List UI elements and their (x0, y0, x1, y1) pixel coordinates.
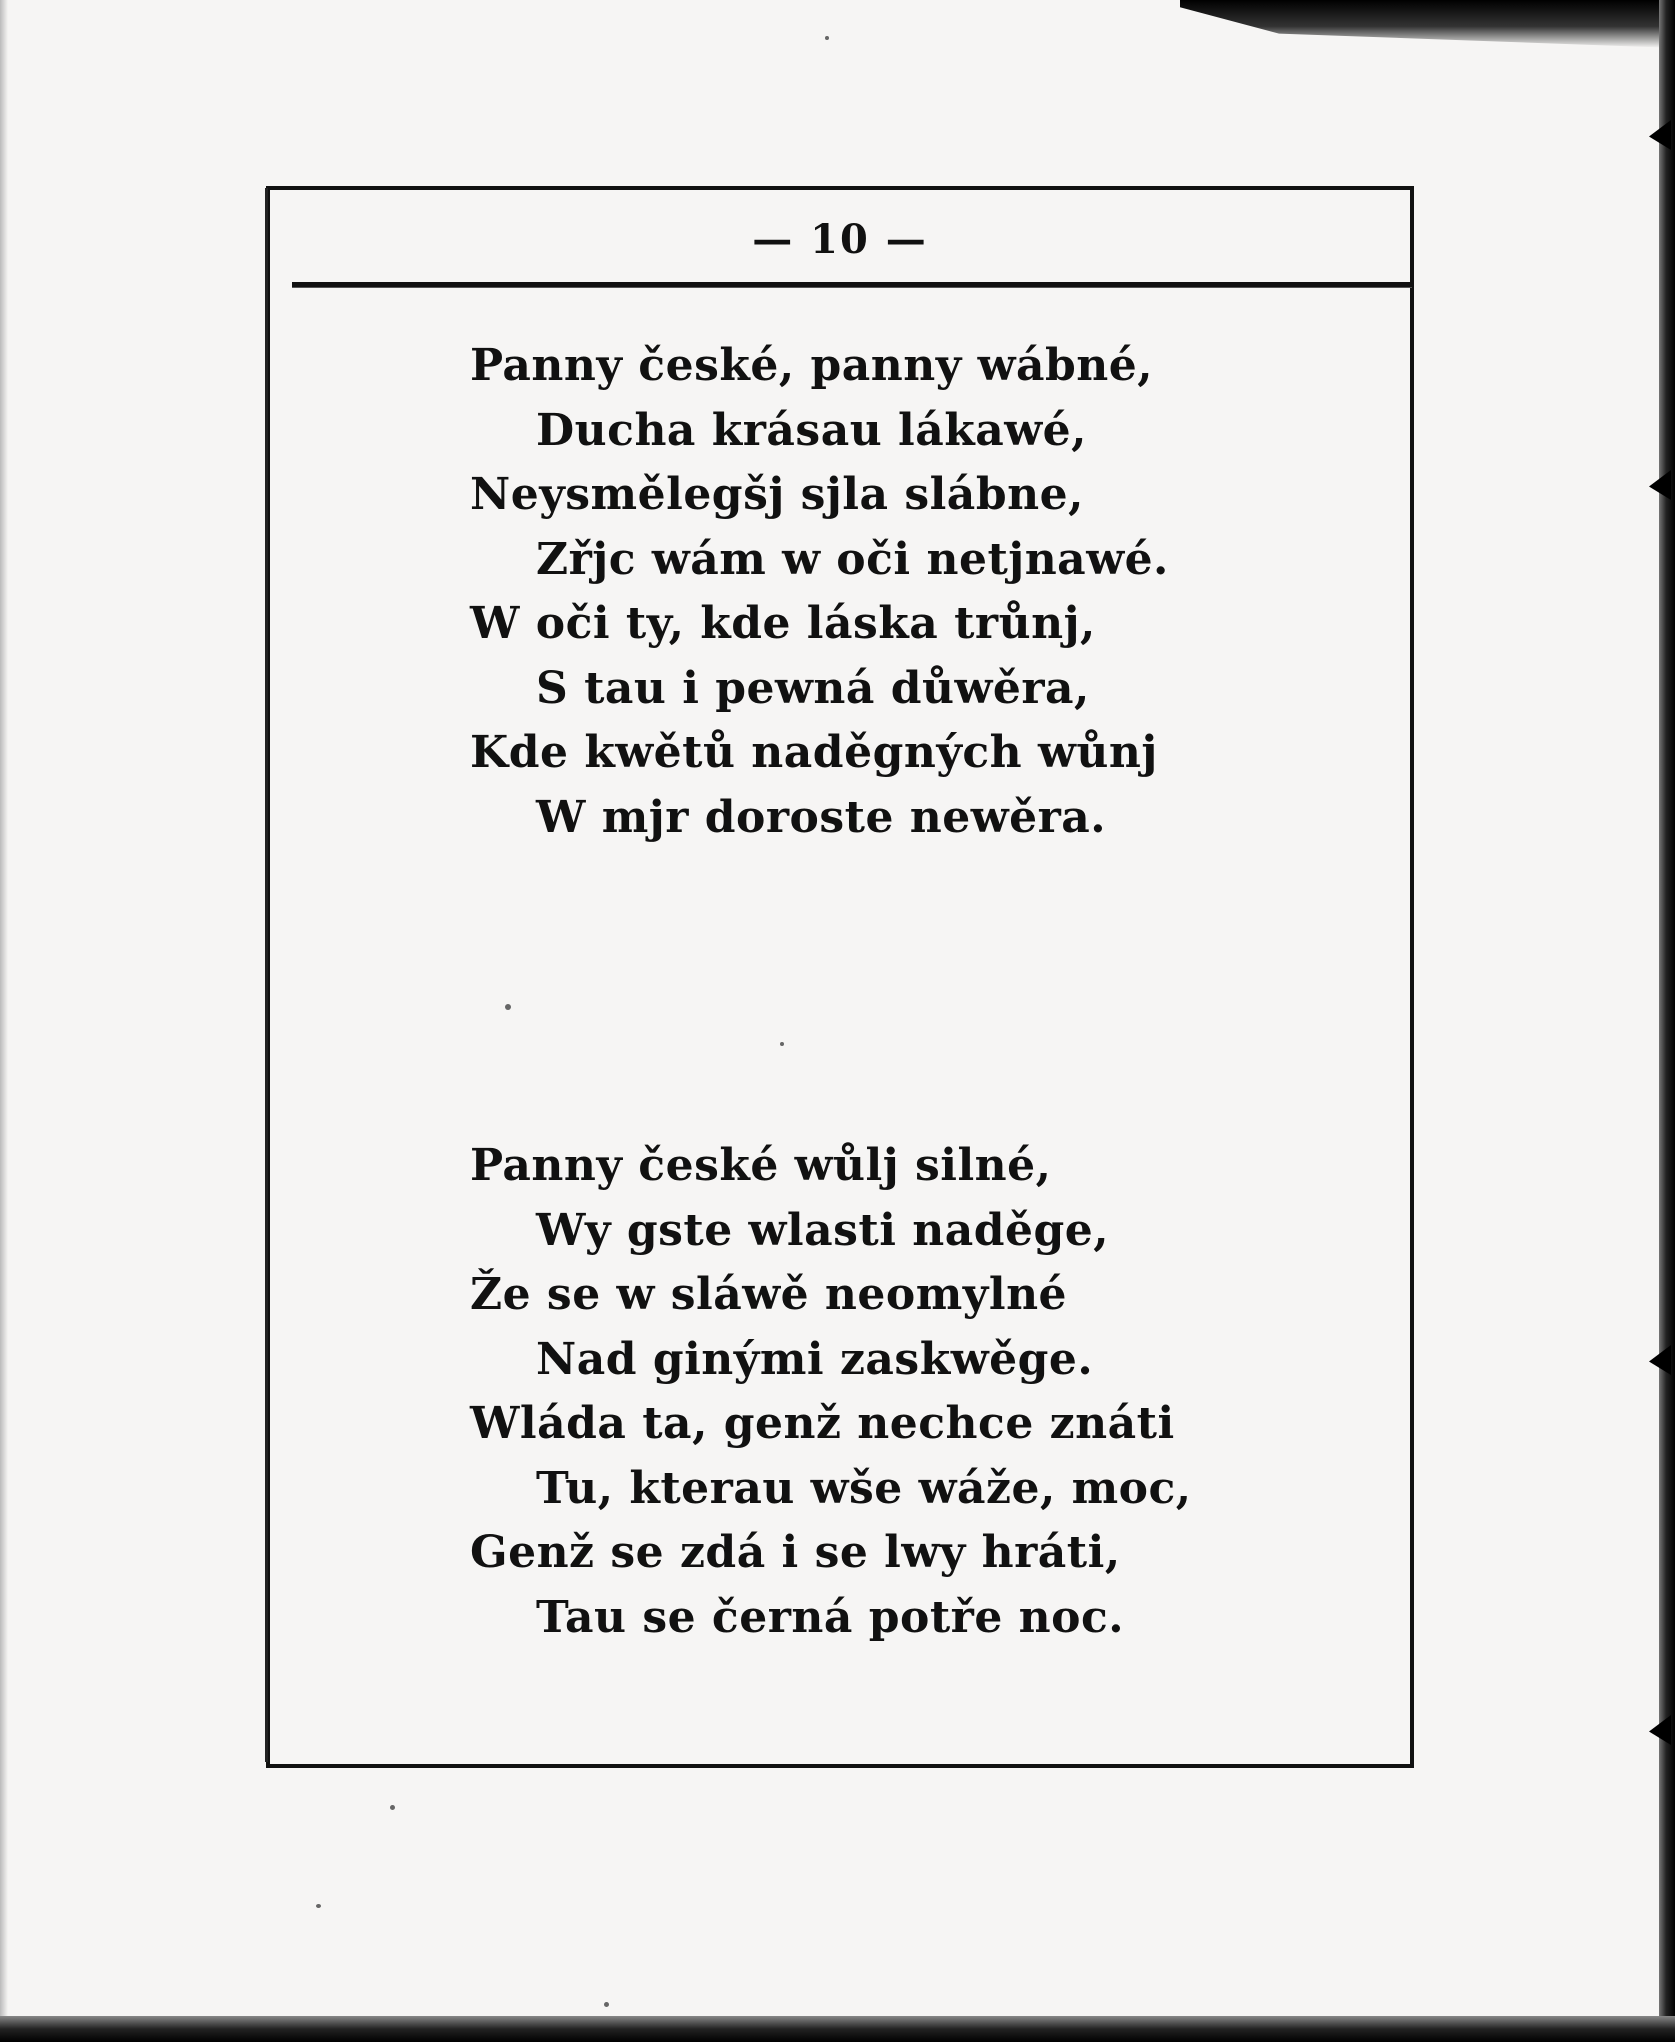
verse-line: Tu, kterau wše wáže, moc, (536, 1462, 1192, 1514)
verse-line: Wy gste wlasti naděge, (536, 1204, 1110, 1256)
verse-line: Že se w sláwě neomylné (470, 1269, 1068, 1320)
verse-line: Panny české, panny wábné, (470, 340, 1154, 391)
paper-speck (604, 2002, 609, 2007)
verse-line: W mjr doroste newěra. (536, 791, 1107, 843)
stanza-2 (470, 1134, 1370, 1650)
verse-line: Kde kwětů naděgných wůnj (470, 727, 1158, 778)
verse-line: Genž se zdá i se lwy hráti, (470, 1527, 1121, 1578)
header-rule (292, 282, 1412, 288)
verse-line: Panny české wůlj silné, (470, 1140, 1052, 1191)
verse-line: Ducha krásau lákawé, (536, 404, 1087, 456)
scan-edge-bottom (0, 2016, 1675, 2042)
verse-line: W oči ty, kde láska trůnj, (470, 598, 1096, 649)
paper-speck (825, 36, 829, 40)
stanza-1 (470, 334, 1370, 850)
scan-edge-top (1180, 0, 1675, 48)
page-number: — 10 — (752, 216, 928, 263)
page-frame (266, 186, 1414, 1768)
paper-speck (316, 1904, 321, 1908)
verse-line: S tau i pewná důwěra, (536, 662, 1090, 714)
scan-edge-left (0, 0, 8, 2042)
verse-line: Zřjc wám w oči netjnawé. (536, 533, 1169, 585)
verse-line: Tau se černá potře noc. (536, 1591, 1125, 1643)
verse-line: Nad ginými zaskwěge. (536, 1333, 1094, 1385)
paper-speck (390, 1805, 395, 1810)
verse-line: Neysmělegšj sjla slábne, (470, 469, 1084, 520)
verse-line: Wláda ta, genž nechce znáti (470, 1398, 1175, 1449)
